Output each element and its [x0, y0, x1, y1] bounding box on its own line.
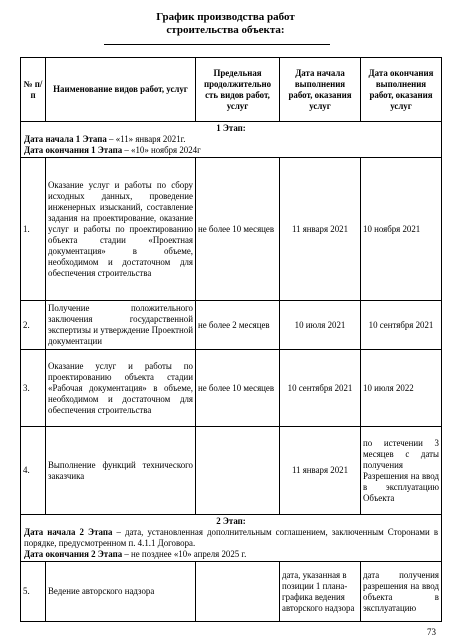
stage-2-end-value: – не позднее «10» апреля 2025 г.	[122, 549, 247, 559]
stage-1-end-label: Дата окончания 1 Этапа	[24, 145, 123, 155]
row-2-duration: не более 2 месяцев	[196, 301, 280, 350]
row-4-work: Выполнение функций технического заказчика	[46, 427, 196, 515]
row-3-number: 3.	[21, 350, 46, 427]
row-4-end: по истечении 3 месяцев с даты получения Разрешения на ввод в эксплуатацию Объекта	[361, 427, 442, 515]
row-1-number: 1.	[21, 158, 46, 301]
row-3-duration: не более 10 месяцев	[196, 350, 280, 427]
table-row	[21, 158, 442, 301]
table-row	[21, 350, 442, 427]
header-start-date: Дата начала выполнения работ, оказания услуг	[280, 58, 361, 122]
row-1-work: Оказание услуг и работы по сбору исходных данных, проведение инженерных изысканий, составление задания на проектирование, оказание услуг и работы по проектированию объекта стадии «Проектная документация» в объеме, необходимом и достаточном для обеспечения строительства	[46, 158, 196, 301]
row-1-end: 10 ноября 2021	[361, 158, 442, 301]
title-line-1: График производства работ	[156, 11, 295, 23]
row-5-duration	[196, 562, 280, 622]
stage-1-start-value: – «11» января 2021г.	[106, 134, 186, 144]
row-3-start: 10 сентября 2021	[280, 350, 361, 427]
stage-1-header-row	[21, 122, 442, 158]
table-row	[21, 562, 442, 622]
row-4-number: 4.	[21, 427, 46, 515]
stage-1-start-label: Дата начала 1 Этапа	[24, 134, 107, 144]
row-5-number: 5.	[21, 562, 46, 622]
stage-2-start-line	[24, 527, 438, 549]
stage-2-start-label: Дата начала 2 Этапа	[24, 527, 113, 537]
row-5-end: дата получения разрешения на ввод объекта в эксплуатацию	[361, 562, 442, 622]
row-5-work: Ведение авторского надзора	[46, 562, 196, 622]
table-row	[21, 301, 442, 350]
row-2-number: 2.	[21, 301, 46, 350]
row-3-work: Оказание услуг и работы по проектированию объекта стадии «Рабочая документация» в объеме, необходимом и достаточном для обеспечения строительства	[46, 350, 196, 427]
header-number: № п/п	[21, 58, 46, 122]
row-1-start: 11 января 2021	[280, 158, 361, 301]
header-duration: Предельная продолжительно сть видов работ, услуг	[196, 58, 280, 122]
stage-1-start-line	[24, 134, 438, 145]
document-title	[0, 11, 451, 37]
stage-1-end-line	[24, 145, 438, 156]
header-end-date: Дата окончания выполнения работ, оказания услуг	[361, 58, 442, 122]
stage-2-start-value: – дата, установленная дополнительным соглашением, заключенным Сторонами в порядке, предусмотренном п. 4.1.1 Договора.	[24, 527, 439, 548]
row-2-end: 10 сентября 2021	[361, 301, 442, 350]
row-4-start: 11 января 2021	[280, 427, 361, 515]
stage-2-header-row	[21, 515, 442, 562]
row-2-start: 10 июля 2021	[280, 301, 361, 350]
stage-2-end-label: Дата окончания 2 Этапа	[24, 549, 123, 559]
schedule-table	[20, 57, 442, 622]
title-underline	[104, 44, 330, 45]
row-1-duration: не более 10 месяцев	[196, 158, 280, 301]
page-number: 73	[427, 627, 436, 637]
stage-2-title: 2 Этап:	[216, 516, 246, 526]
row-4-duration	[196, 427, 280, 515]
row-2-work: Получение положительного заключения государственной экспертизы и утверждение Проектной документации	[46, 301, 196, 350]
row-3-end: 10 июля 2022	[361, 350, 442, 427]
stage-1-title: 1 Этап:	[216, 123, 246, 133]
header-work-name: Наименование видов работ, услуг	[46, 58, 196, 122]
table-header-row	[21, 58, 442, 122]
title-line-2: строительства объекта:	[166, 24, 285, 36]
table-row	[21, 427, 442, 515]
stage-1-end-value: – «10» ноября 2024г	[122, 145, 201, 155]
stage-2-end-line	[24, 549, 438, 560]
row-5-start: дата, указанная в позиции 1 плана-графика ведения авторского надзора	[280, 562, 361, 622]
